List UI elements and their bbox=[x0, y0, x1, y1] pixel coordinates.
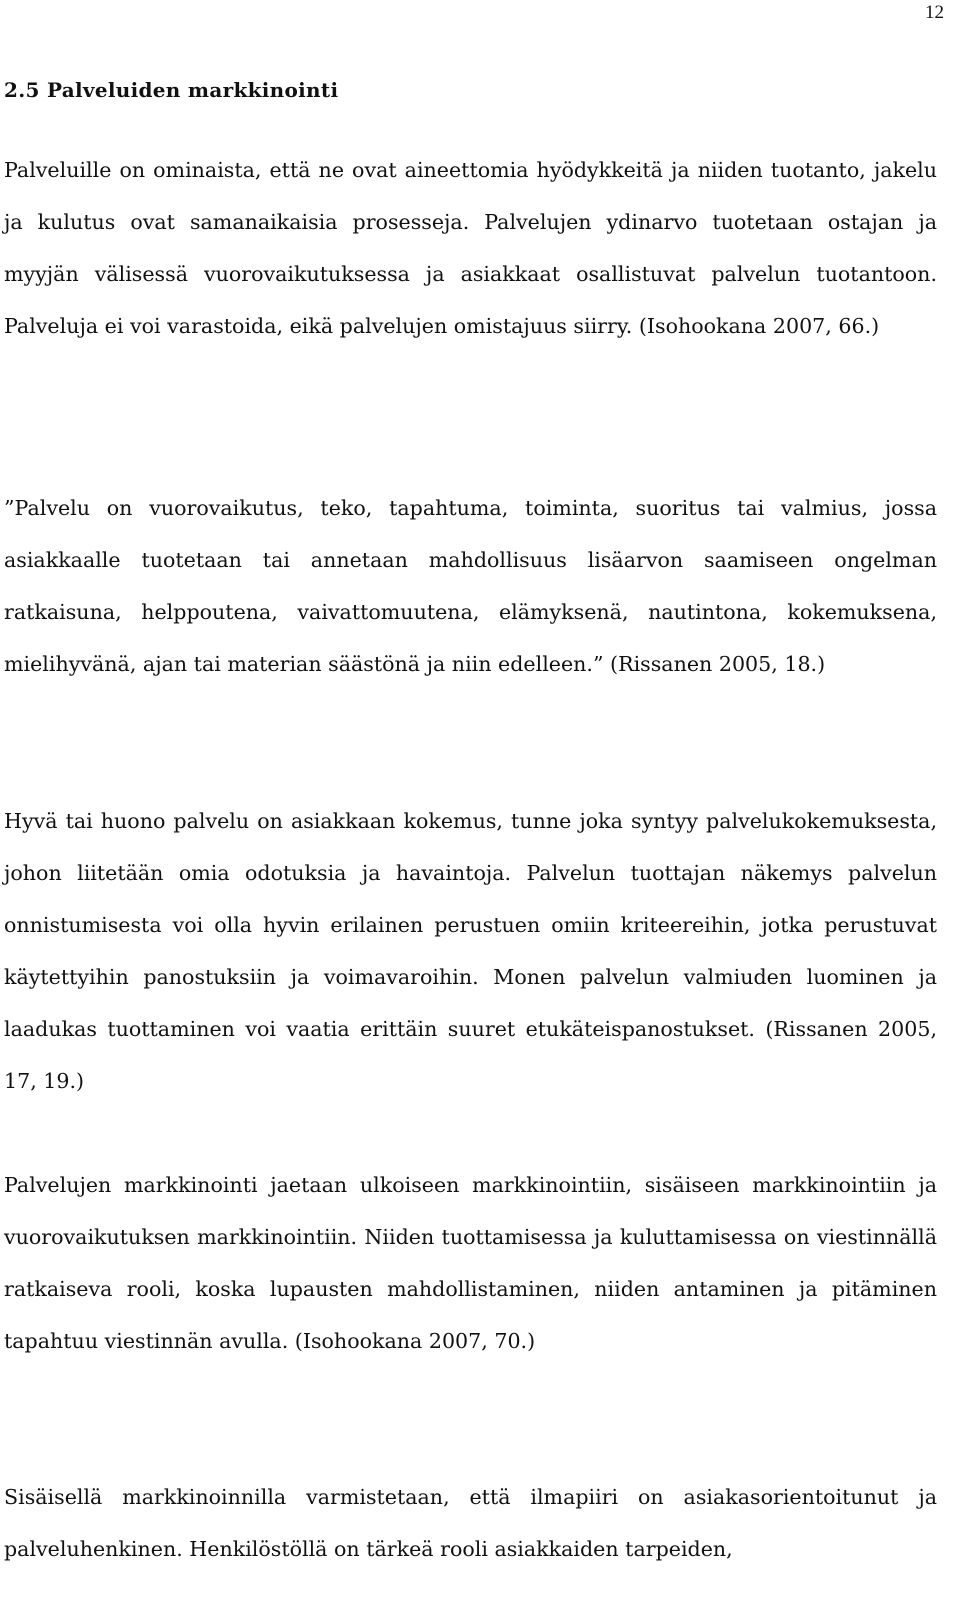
page-number: 12 bbox=[925, 2, 944, 23]
paragraph-service-characteristics: Palveluille on ominaista, että ne ovat aineettomia hyödykkeitä ja niiden tuotanto, jakelu ja kulutus ovat samanaikaisia prosesseja. Palvelujen ydinarvo tuotetaan ostajan ja myyjän välisessä vuorovaikutuksessa ja asiakkaat osallistuvat palvelun tuotantoon. Palveluja ei voi varastoida, eikä palvelujen omistajuus siirry. (Isohookana 2007, 66.) bbox=[4, 158, 937, 338]
paragraph-service-marketing-types: Palvelujen markkinointi jaetaan ulkoiseen markkinointiin, sisäiseen markkinointiin ja vuorovaikutuksen markkinointiin. Niiden tuottamisessa ja kuluttamisessa on viestinnällä ratkaiseva rooli, koska lupausten mahdollistaminen, niiden antaminen ja pitäminen tapahtuu viestinnän avulla. (Isohookana 2007, 70.) bbox=[4, 1173, 937, 1353]
paragraph-service-definition-quote: ”Palvelu on vuorovaikutus, teko, tapahtuma, toiminta, suoritus tai valmius, jossa asiakkaalle tuotetaan tai annetaan mahdollisuus lisäarvon saamiseen ongelman ratkaisuna, helppoutena, vaivattomuutena, elämyksenä, nautintona, kokemuksena, mielihyvänä, ajan tai materian säästönä ja niin edelleen.” (Rissanen 2005, 18.) bbox=[4, 496, 937, 676]
section-heading: 2.5 Palveluiden markkinointi bbox=[4, 78, 339, 102]
paragraph-internal-marketing: Sisäisellä markkinoinnilla varmistetaan, että ilmapiiri on asiakasorientoitunut ja palveluhenkinen. Henkilöstöllä on tärkeä rooli asiakkaiden tarpeiden, bbox=[4, 1485, 937, 1561]
paragraph-service-experience: Hyvä tai huono palvelu on asiakkaan kokemus, tunne joka syntyy palvelukokemuksesta, johon liitetään omia odotuksia ja havaintoja. Palvelun tuottajan näkemys palvelun onnistumisesta voi olla hyvin erilainen perustuen omiin kriteereihin, jotka perustuvat käytettyihin panostuksiin ja voimavaroihin. Monen palvelun valmiuden luominen ja laadukas tuottaminen voi vaatia erittäin suuret etukäteispanostukset. (Rissanen 2005, 17, 19.) bbox=[4, 809, 937, 1093]
